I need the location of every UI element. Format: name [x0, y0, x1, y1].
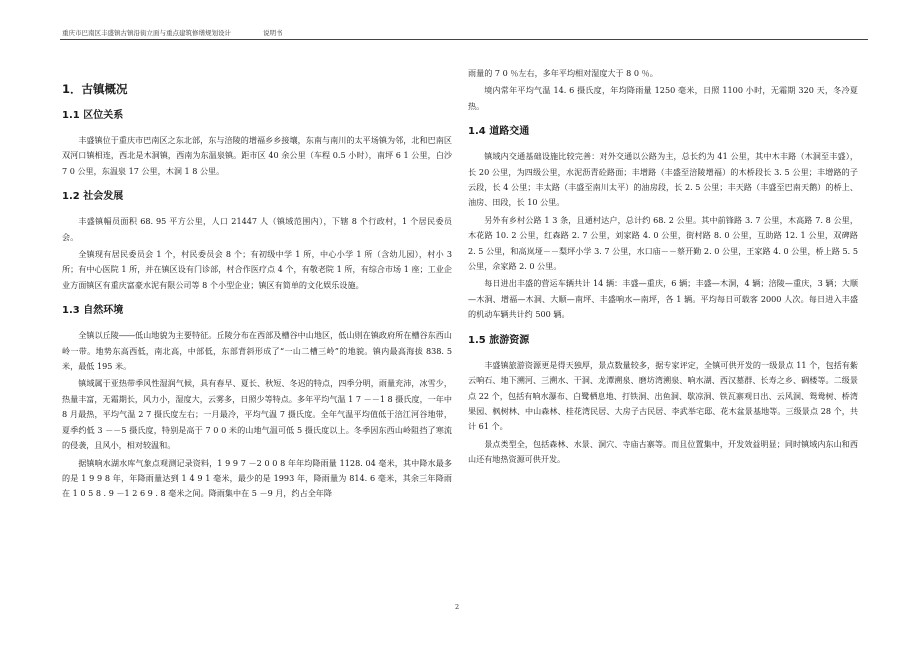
- paragraph: 景点类型全，包括森林、水景、洞穴、寺庙古寨等。而且位置集中，开发效益明显；同时镇域内东山和西山还有地热资源可供开发。: [468, 438, 858, 465]
- paragraph: 丰盛镇位于重庆市巴南区之东北部，东与涪陵的增福乡乡接壤，东南与南川的太平场镇为邻，北和巴南区双河口镇相连，西北是木洞镇，西南为东温泉镇。距市区 40 余公里（车程 0.5 小时），南坪 6 1 公里，白沙 7 0 公里，东温泉 17 公里，木洞 1 8 公里。: [62, 135, 452, 176]
- section-heading-location: 1.1 区位关系: [62, 110, 124, 121]
- paragraph: 境内常年平均气温 14. 6 摄氏度，年均降雨量 1250 毫米，日照 1100 小时，无霜期 320 天，冬冷夏热。: [468, 85, 858, 111]
- section-heading-society: 1.2 社会发展: [62, 191, 124, 203]
- paragraph: 每日进出丰盛的营运车辆共计 14 辆：丰盛—重庆，6 辆；丰盛—木洞，4 辆；涪陵—重庆，3 辆；大顺—木洞、增福—木洞、大顺—南坪、丰盛响水—南坪，各 1 辆。平均每日可载客 2000 人次。每日进入丰盛的机动车辆共计约 500 辆。: [468, 278, 858, 320]
- section-heading-traffic: 1.4 道路交通: [468, 126, 530, 138]
- paragraph: 全镇以丘陵――低山地貌为主要特征。丘陵分布在西部及槽谷中山地区，低山则在镇政府所在槽谷东西山岭一带。地势东高西低，南北高，中部低，东部背斜形成了“一山二槽三岭”的地貌。镇内最高海拔 838. 5 米，最低 195 米。: [62, 330, 452, 372]
- paragraph: 镇域属于亚热带季风性湿润气候，具有春早、夏长、秋短、冬迟的特点，四季分明，雨量充沛，冰雪少，热量丰富，无霜期长，风力小，湿度大，云雾多，日照少等特点。多年平均气温 1 7 －－1 8 摄氏度，一年中 8 月最热，平均气温 2 7 摄氏度左右；一月最冷，平均气温 7 摄氏度。全年气温平均值低于涪江河谷地带，夏季约低 3 －－5 摄氏度，特别是高于 7 0 0 米的山地气温可低 5 摄氏度以上。冬季因东西山岭阻挡了寒流的侵袭，且风小，相对较温和。: [62, 378, 452, 451]
- paragraph: 另外有乡村公路 1 3 条，且通村达户，总计约 68. 2 公里。其中前锋路 3. 7 公里，木高路 7. 8 公里，木花路 10. 2 公里，红森路 2. 7 公里，刘家路 4. 0 公里，街村路 8. 0 公里，互助路 12. 1 公里，双碑路 2. 5 公里，和高岚垭－－梨坪小学 3. 7 公里，水口庙－－蔡开勤 2. 0 公里，王家路 4. 0 公里，桥上路 5. 5 公里，佘家路 2. 0 公里。: [468, 214, 858, 272]
- header-doc-type: 说明书: [263, 29, 283, 37]
- left-column: [62, 66, 452, 504]
- page-header: [62, 28, 862, 37]
- paragraph: 据镇响水湖水库气象点观测记录资料，1 9 9 7 －2 0 0 8 年年均降雨量 1128. 04 毫米，其中降水最多的是 1 9 9 8 年，年降雨量达到 1 4 9 1 毫米，最少的是 1993 年，降雨量为 814. 6 毫米，其余三年降雨在 1 0 5 8 . 9 －1 2 6 9 . 8 毫米之间。降雨集中在 5 －9 月，约占全年降: [62, 457, 452, 499]
- paragraph-continued: 雨量的 7 0 ％左右，多年平均相对湿度大于 8 0 ％。: [468, 68, 658, 78]
- header-divider: [60, 39, 868, 40]
- page-number: 2: [455, 603, 460, 611]
- paragraph: 丰盛镇幅员面积 68. 95 平方公里，人口 21447 人（镇域范围内），下辖 8 个行政村，1 个居民委员会。: [62, 216, 452, 242]
- paragraph: 镇域内交通基础设施比较完善：对外交通以公路为主，总长约为 41 公里，其中木丰路（木洞至丰盛），长 20 公里，为四级公里，水泥沥青砼路面；丰增路（丰盛至涪陵增福）的木桥段长 3. 5 公里；丰增路的子云段，长 4 公里；丰太路（丰盛至南川太平）的油房段，长 2. 5 公里；丰天路（丰盛至巴南天鹅）的桥上、油房、田段，长 10 公里。: [468, 151, 858, 208]
- right-column: [468, 66, 858, 470]
- paragraph: 丰盛镇旅游资源更是得天独厚，景点数量较多，据专家评定，全镇可供开发的一级景点 11 个，包括有紫云响石、地下溯河、三溯水、干洞、龙潭溯泉、磨坊湾溯泉、响水湖、西汉墓群、长寿之乡、碉楼等。二级景点 22 个，包括有响水瀑布、白鹭栖息地、打铁洞、出鱼洞、歇凉洞、铁瓦寨观日出、云风洞、鸳鸯树、桥湾果园、枫树林、中山森林、桂花湾民居、大房子古民居、李武举宅邸、花木盆景基地等。三级景点 28 个，共计 61 个。: [468, 359, 858, 432]
- chapter-heading: 1．古镇概况: [62, 82, 128, 96]
- header-title: 重庆市巴南区丰盛镇古镇沿街立面与重点建筑修缮规划设计: [62, 29, 231, 37]
- paragraph: 全镇现有居民委员会 1 个，村民委员会 8 个；有初级中学 1 所，中心小学 1 所（含幼儿园），村小 3 所；有中心医院 1 所，并在镇区设有门诊部，村合作医疗点 4 个，有敬老院 1 所，有综合市场 1 座；工业企业方面镇区有重庆富豪水泥有限公司等 8 个小型企业；镇区有简单的文化娱乐设施。: [62, 249, 452, 290]
- section-heading-environment: 1.3 自然环境: [62, 305, 124, 317]
- section-heading-tourism: 1.5 旅游资源: [468, 334, 530, 346]
